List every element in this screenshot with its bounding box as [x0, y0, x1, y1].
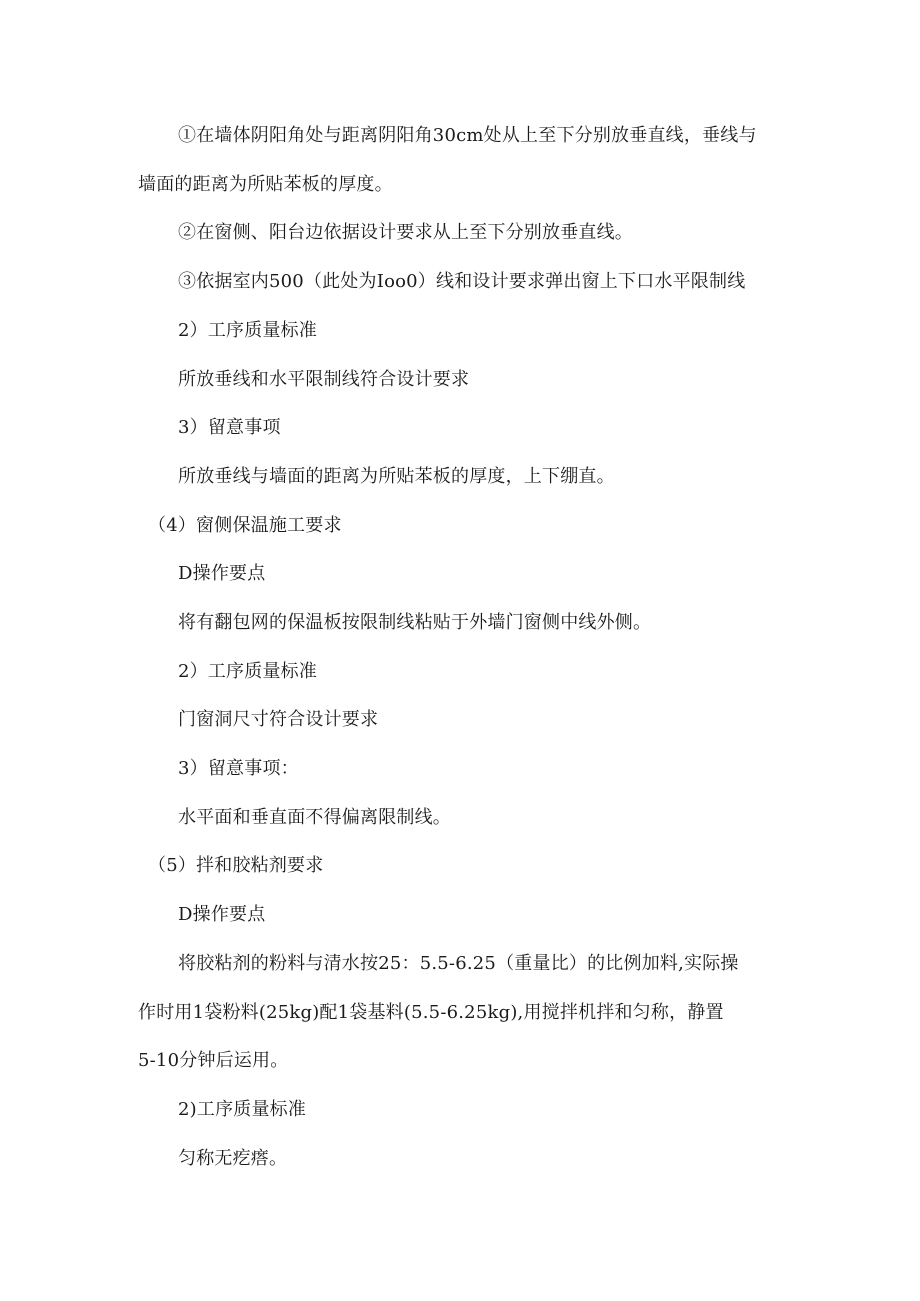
section-heading: 2）工序质量标准: [178, 661, 318, 682]
text-line: 将胶粘剂的粉料与清水按25：5.5-6.25（重量比）的比例加料,实际操: [178, 953, 739, 974]
text-line: 水平面和垂直面不得偏离限制线。: [178, 807, 451, 828]
section-heading: （4）窗侧保温施工要求: [148, 515, 342, 536]
text-line: 墙面的距离为所贴苯板的厚度。: [138, 174, 393, 195]
text-line: 所放垂线与墙面的距离为所贴苯板的厚度，上下绷直。: [178, 466, 615, 487]
section-heading: 3）留意事项：: [178, 758, 299, 779]
section-heading: 2)工序质量标准: [178, 1099, 307, 1120]
text-line: ③依据室内500（此处为Ioo0）线和设计要求弹出窗上下口水平限制线: [178, 271, 746, 292]
text-line: 作时用1袋粉料(25kg)配1袋基料(5.5-6.25kg),用搅拌机拌和匀称，静置: [138, 1002, 724, 1023]
text-line: 所放垂线和水平限制线符合设计要求: [178, 369, 470, 390]
text-line: ②在窗侧、阳台边依据设计要求从上至下分别放垂直线。: [178, 222, 633, 243]
text-line: ①在墙体阴阳角处与距离阴阳角30cm处从上至下分别放垂直线，垂线与: [178, 125, 757, 146]
section-heading: D操作要点: [178, 904, 266, 925]
section-heading: 3）留意事项: [178, 417, 281, 438]
section-heading: 2）工序质量标准: [178, 320, 318, 341]
text-line: 门窗洞尺寸符合设计要求: [178, 709, 379, 730]
section-heading: D操作要点: [178, 563, 266, 584]
section-heading: （5）拌和胶粘剂要求: [148, 855, 324, 876]
text-line: 匀称无疙瘩。: [178, 1148, 288, 1169]
text-line: 5-10分钟后运用。: [138, 1050, 289, 1071]
text-line: 将有翻包网的保温板按限制线粘贴于外墙门窗侧中线外侧。: [178, 612, 652, 633]
